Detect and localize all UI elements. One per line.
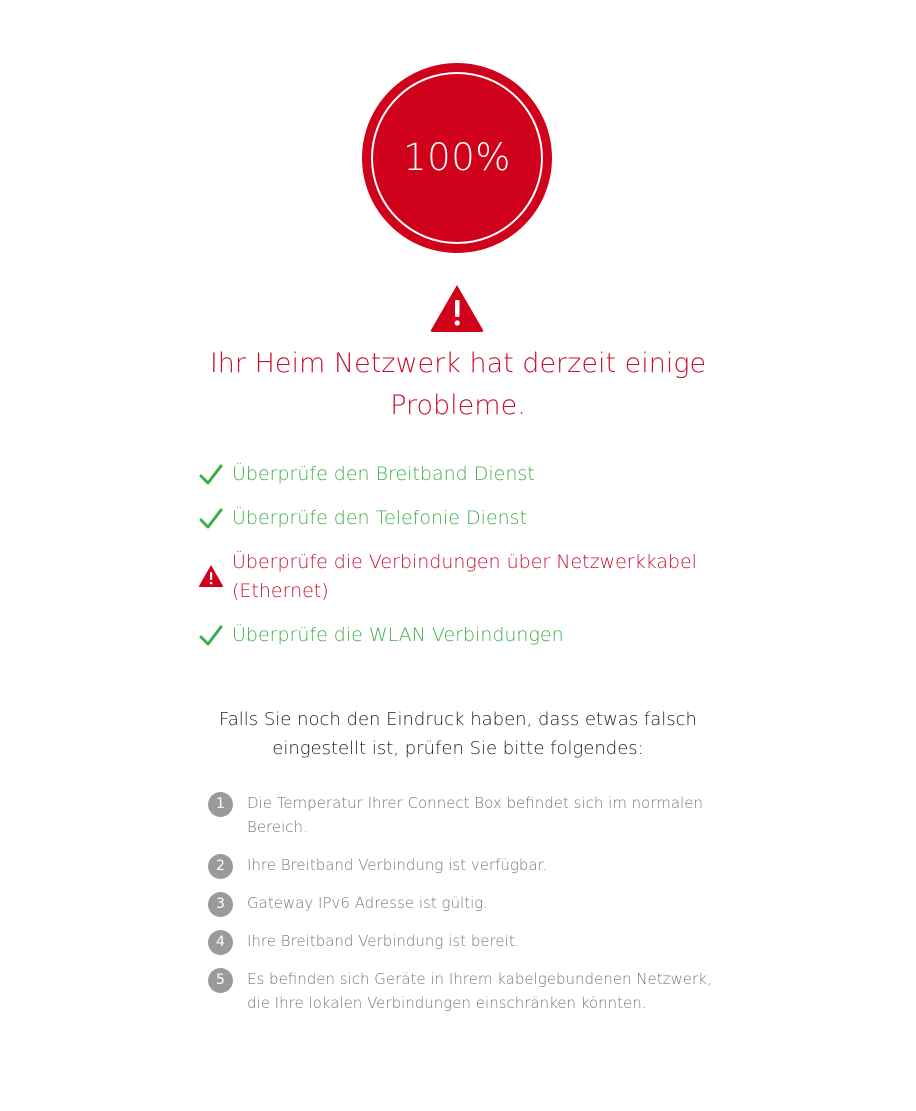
check-list [198, 460, 718, 665]
step-number-badge: 4 [208, 930, 233, 955]
list-item [208, 929, 728, 953]
steps-list [208, 791, 728, 1029]
check-item-telephony [198, 504, 718, 533]
status-headline: Ihr Heim Netzwerk hat derzeit einige Probleme. [209, 348, 707, 421]
progress-value: 100% [403, 136, 511, 179]
check-label: Überprüfe den Telefonie Dienst [232, 507, 528, 529]
check-item-ethernet [198, 548, 718, 606]
step-text: Ihre Breitband Verbindung ist bereit. [247, 932, 520, 950]
step-number-badge: 2 [208, 854, 233, 879]
check-item-wlan [198, 621, 718, 650]
step-number-badge: 5 [208, 968, 233, 993]
step-text: Es befinden sich Geräte in Ihrem kabelgebundenen Netzwerk, die Ihre lokalen Verbindungen einschränken könnten. [247, 970, 712, 1012]
step-text: Ihre Breitband Verbindung ist verfügbar. [247, 856, 548, 874]
list-item [208, 891, 728, 915]
warning-triangle-icon [198, 563, 224, 589]
step-text: Die Temperatur Ihrer Connect Box befindet sich im normalen Bereich. [247, 794, 703, 836]
checkmark-icon [198, 506, 224, 532]
checkmark-icon [198, 623, 224, 649]
step-text: Gateway IPv6 Adresse ist gültig. [247, 894, 489, 912]
check-label: Überprüfe den Breitband Dienst [232, 463, 535, 485]
list-item [208, 853, 728, 877]
check-label: Überprüfe die WLAN Verbindungen [232, 624, 564, 646]
check-label: Überprüfe die Verbindungen über Netzwerkkabel (Ethernet) [232, 551, 697, 602]
list-item [208, 967, 728, 1015]
step-number-badge: 3 [208, 892, 233, 917]
list-item [208, 791, 728, 839]
checkmark-icon [198, 462, 224, 488]
hint-text: Falls Sie noch den Eindruck haben, dass etwas falsch eingestellt ist, prüfen Sie bitte folgendes: [219, 709, 697, 759]
step-number-badge: 1 [208, 792, 233, 817]
warning-triangle-icon [429, 283, 485, 333]
progress-circle [362, 63, 552, 253]
check-item-broadband [198, 460, 718, 489]
